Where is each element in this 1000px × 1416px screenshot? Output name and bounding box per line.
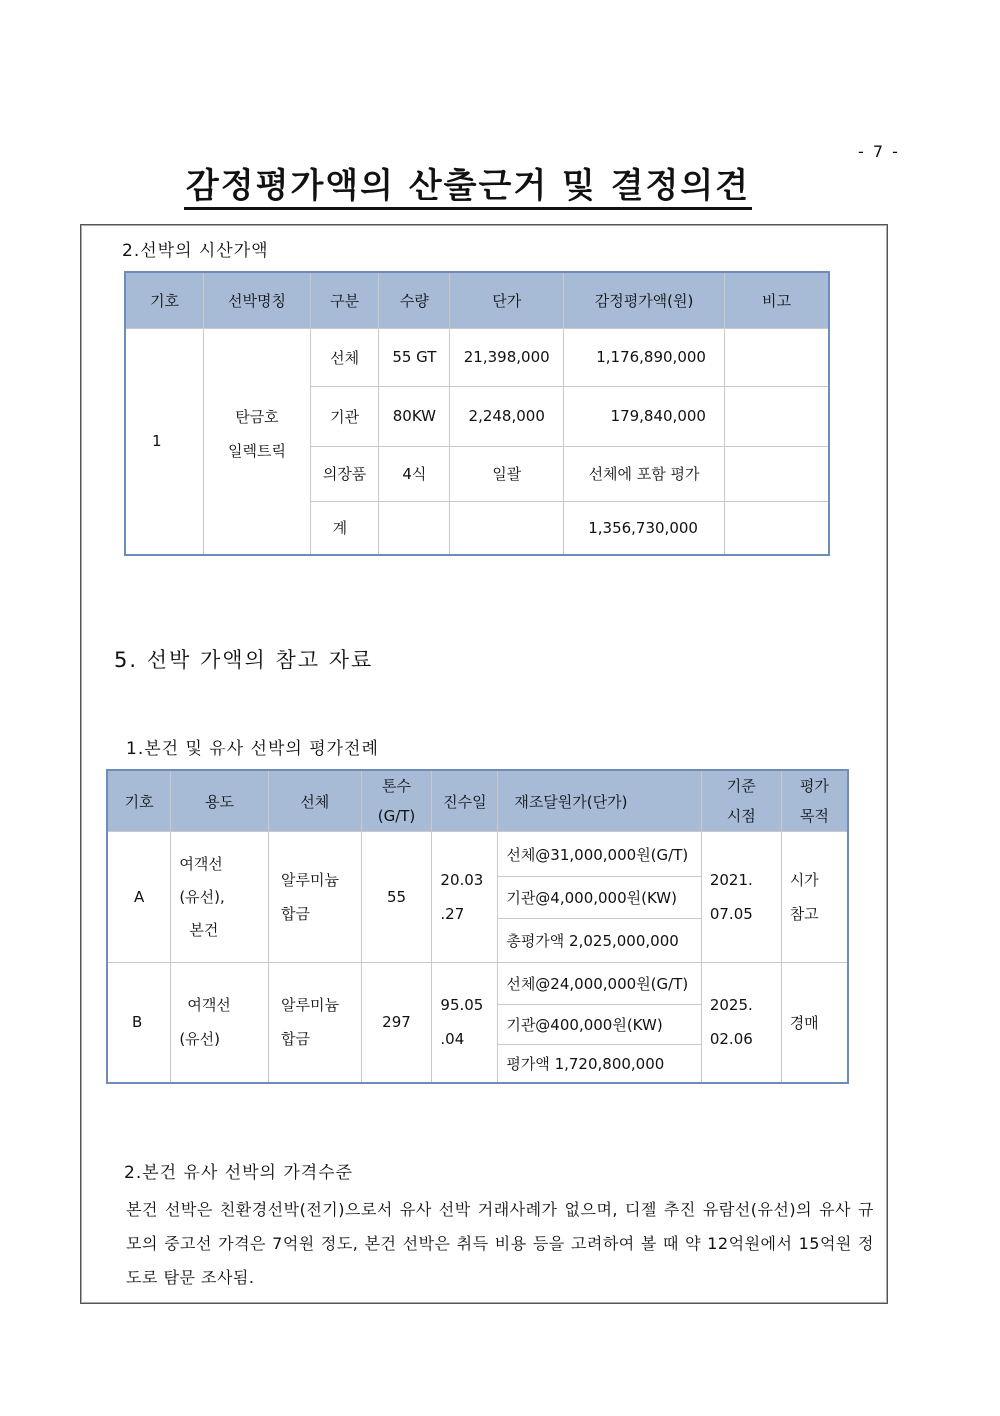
col-header-tonnage: [361, 770, 432, 832]
col-header-hull: 선체: [268, 770, 361, 832]
col-header-vessel-name: 선박명칭: [204, 272, 310, 328]
table-header-row: [125, 272, 829, 328]
cost-cell: 총평가액 2,025,000,000: [498, 919, 702, 963]
date-cell: [701, 963, 781, 1083]
date-line: 02.06: [709, 1030, 753, 1049]
cost-cell: 기관@400,000원(KW): [498, 1005, 702, 1045]
launch-cell: [432, 832, 498, 963]
unit-price-cell: 21,398,000: [450, 328, 564, 386]
qty-cell: [379, 501, 450, 555]
col-header-unit-price: 단가: [450, 272, 564, 328]
value-cell: 선체에 포함 평가: [564, 446, 725, 501]
note-cell: [724, 328, 829, 386]
col-header-purpose: [781, 770, 848, 832]
table-row: [125, 328, 829, 386]
tonnage-cell: 297: [361, 963, 432, 1083]
purpose-header-line2: 목적: [799, 807, 829, 825]
page-title-text: 감정평가액의 산출근거 및 결정의견: [184, 166, 752, 210]
vessel-value-table: [124, 271, 830, 556]
purpose-line: 경매: [789, 1013, 819, 1032]
launch-line: .04: [440, 1030, 465, 1049]
col-header-cost: 재조달원가(단가): [498, 770, 702, 832]
value-cell: 1,356,730,000: [564, 501, 725, 555]
cost-cell: 선체@24,000,000원(G/T): [498, 963, 702, 1005]
hull-cell: [268, 963, 361, 1083]
col-header-date: [701, 770, 781, 832]
use-line: 여객선: [187, 996, 231, 1015]
launch-line: .27: [440, 905, 465, 923]
use-cell: [171, 832, 269, 963]
symbol-cell: 1: [125, 328, 204, 555]
date-cell: [701, 832, 781, 963]
launch-line: 20.03: [440, 871, 484, 889]
page-number: - 7 -: [858, 142, 900, 161]
vessel-name-line1: 탄금호: [235, 408, 279, 427]
col-header-use: 용도: [171, 770, 269, 832]
launch-line: 95.05: [440, 996, 484, 1015]
col-header-type: 구분: [310, 272, 379, 328]
vessel-name-line2: 일렉트릭: [227, 442, 286, 461]
section-5-heading: 5. 선박 가액의 참고 자료: [114, 648, 374, 672]
use-cell: [171, 963, 269, 1083]
use-line: 본건: [189, 920, 219, 939]
col-header-note: 비고: [724, 272, 829, 328]
cost-cell: 기관@4,000,000원(KW): [498, 877, 702, 919]
qty-cell: 4식: [379, 446, 450, 501]
type-cell: 의장품: [310, 446, 379, 501]
qty-cell: 80KW: [379, 386, 450, 446]
date-line: 07.05: [709, 905, 753, 923]
purpose-header-line1: 평가: [799, 777, 829, 795]
use-line: (유선): [179, 1030, 221, 1049]
col-header-launch: 진수일: [432, 770, 498, 832]
type-cell: 기관: [310, 386, 379, 446]
cost-cell: 선체@31,000,000원(G/T): [498, 832, 702, 877]
col-header-symbol: 기호: [125, 272, 204, 328]
unit-price-cell: [450, 501, 564, 555]
hull-line: 알루미늄: [280, 871, 339, 889]
col-header-symbol: 기호: [107, 770, 171, 832]
date-line: 2021.: [709, 871, 753, 889]
section-2-label: 2.선박의 시산가액: [122, 241, 269, 261]
date-header-line1: 기준: [726, 777, 756, 795]
table-row: [107, 963, 848, 1005]
tonnage-header-line1: 톤수: [382, 777, 411, 795]
subsection-1-label: 1.본건 및 유사 선박의 평가전례: [126, 739, 379, 759]
date-header-line2: 시점: [726, 807, 756, 825]
note-cell: [724, 501, 829, 555]
col-header-qty: 수량: [379, 272, 450, 328]
precedent-table: [106, 769, 849, 1084]
use-line: 여객선: [179, 854, 223, 873]
launch-cell: [432, 963, 498, 1083]
vessel-name-cell: [204, 328, 310, 555]
page-title: [0, 158, 936, 207]
date-line: 2025.: [709, 996, 753, 1015]
qty-cell: 55 GT: [379, 328, 450, 386]
col-header-value: 감정평가액(원): [564, 272, 725, 328]
cost-cell: 평가액 1,720,800,000: [498, 1045, 702, 1083]
hull-line: 합금: [280, 1030, 310, 1049]
symbol-cell: A: [107, 832, 171, 963]
price-level-paragraph: 본건 선박은 친환경선박(전기)으로서 유사 선박 거래사례가 없으며, 디젤 추진 유람선(유선)의 유사 규모의 중고선 가격은 7억원 정도, 본건 선박은 취득 비용 등을 고려하여 볼 때 약 12억원에서 15억원 정도로 탐문 조사됨.: [126, 1200, 874, 1287]
note-cell: [724, 446, 829, 501]
value-cell: 179,840,000: [564, 386, 725, 446]
symbol-cell: B: [107, 963, 171, 1083]
value-cell: 1,176,890,000: [564, 328, 725, 386]
hull-cell: [268, 832, 361, 963]
purpose-line: 시가: [789, 871, 819, 889]
type-cell: 계: [310, 501, 379, 555]
hull-line: 알루미늄: [280, 996, 339, 1015]
tonnage-header-line2: (G/T): [377, 807, 416, 825]
note-cell: [724, 386, 829, 446]
use-line: (유선),: [179, 887, 225, 906]
unit-price-cell: 2,248,000: [450, 386, 564, 446]
type-cell: 선체: [310, 328, 379, 386]
table-row: [107, 832, 848, 877]
unit-price-cell: 일괄: [450, 446, 564, 501]
tonnage-cell: 55: [361, 832, 432, 963]
purpose-cell: [781, 963, 848, 1083]
subsection-2-label: 2.본건 유사 선박의 가격수준: [124, 1163, 354, 1183]
hull-line: 합금: [280, 905, 310, 923]
purpose-line: 참고: [789, 905, 819, 923]
purpose-cell: [781, 832, 848, 963]
table-header-row: [107, 770, 848, 832]
